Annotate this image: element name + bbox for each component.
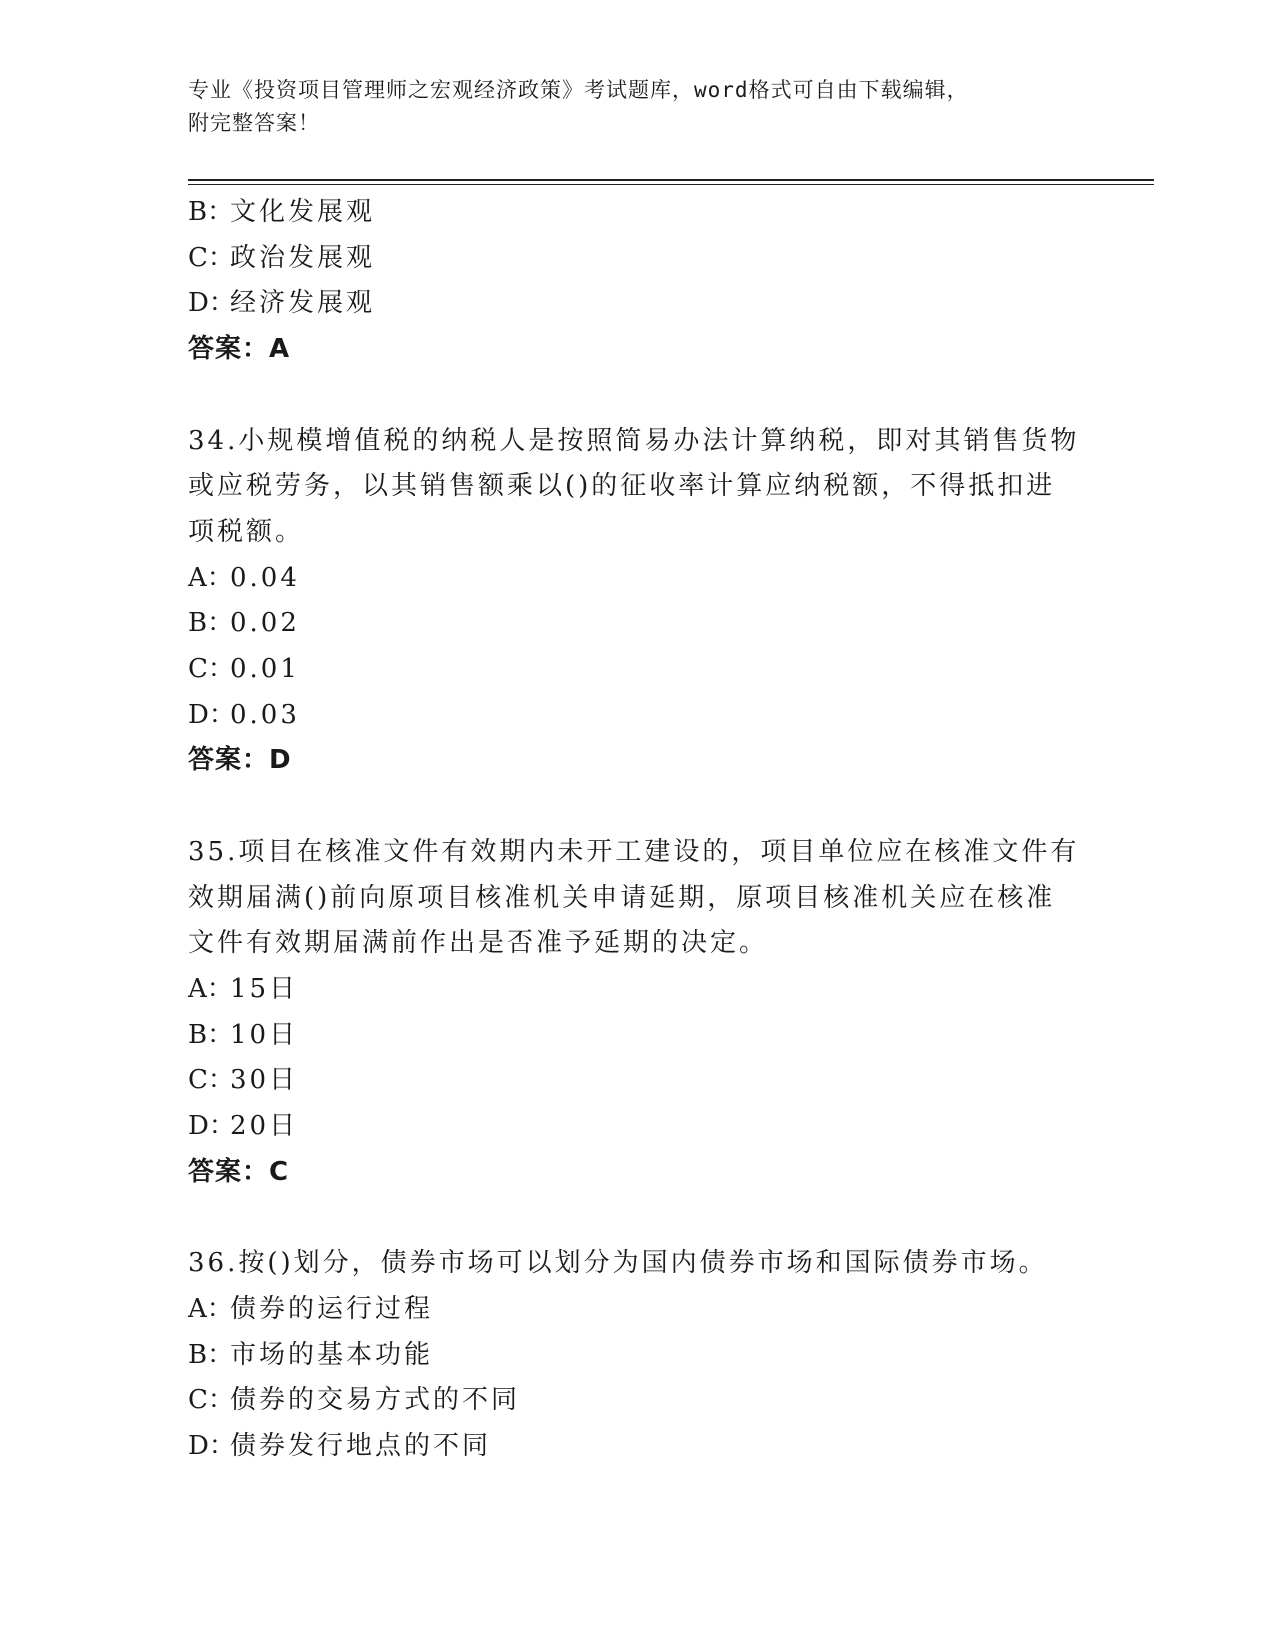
option-d: D：经济发展观	[188, 288, 376, 319]
answer-line: 答案：A	[188, 334, 291, 365]
question-content	[188, 190, 1088, 1470]
header-rule-thin	[188, 184, 1154, 185]
spacer	[188, 373, 1088, 419]
question-stem-line: 效期届满()前向原项目核准机关申请延期，原项目核准机关应在核准	[188, 882, 1056, 913]
option-a: A：债券的运行过程	[188, 1293, 434, 1324]
question-34	[188, 419, 1088, 785]
header-line-2: 附完整答案！	[188, 111, 320, 135]
option-d: D：债券发行地点的不同	[188, 1430, 492, 1461]
question-stem-line: 35.项目在核准文件有效期内未开工建设的，项目单位应在核准文件有	[188, 836, 1080, 867]
spacer	[188, 1195, 1088, 1241]
option-c: C：债券的交易方式的不同	[188, 1385, 521, 1416]
option-b: B：文化发展观	[188, 197, 376, 227]
option-b: B：市场的基本功能	[188, 1339, 434, 1370]
question-stem-line: 34.小规模增值税的纳税人是按照简易办法计算纳税，即对其销售货物	[188, 425, 1080, 456]
option-a: A：0.04	[188, 562, 300, 593]
header-rule-thick	[188, 179, 1154, 181]
document-header	[188, 74, 1068, 140]
header-line-1: 专业《投资项目管理师之宏观经济政策》考试题库，word格式可自由下载编辑，	[188, 78, 969, 102]
answer-line: 答案：C	[188, 1156, 290, 1187]
question-stem-line: 文件有效期届满前作出是否准予延期的决定。	[188, 928, 769, 959]
option-b: B：0.02	[188, 608, 300, 639]
question-stem-line: 36.按()划分，债券市场可以划分为国内债券市场和国际债券市场。	[188, 1248, 1048, 1279]
question-35	[188, 830, 1088, 1196]
question-stem-line: 项税额。	[188, 516, 305, 547]
question-36	[188, 1241, 1088, 1470]
option-c: C：0.01	[188, 654, 300, 685]
option-c: C：政治发展观	[188, 242, 376, 273]
spacer	[188, 784, 1088, 830]
answer-line: 答案：D	[188, 745, 292, 776]
option-d: D：0.03	[188, 699, 300, 730]
question-33	[188, 190, 1088, 373]
option-a: A：15日	[188, 973, 299, 1004]
option-c: C：30日	[188, 1065, 299, 1096]
question-stem-line: 或应税劳务，以其销售额乘以()的征收率计算应纳税额，不得抵扣进	[188, 471, 1056, 502]
option-b: B：10日	[188, 1019, 299, 1050]
option-d: D：20日	[188, 1111, 299, 1142]
